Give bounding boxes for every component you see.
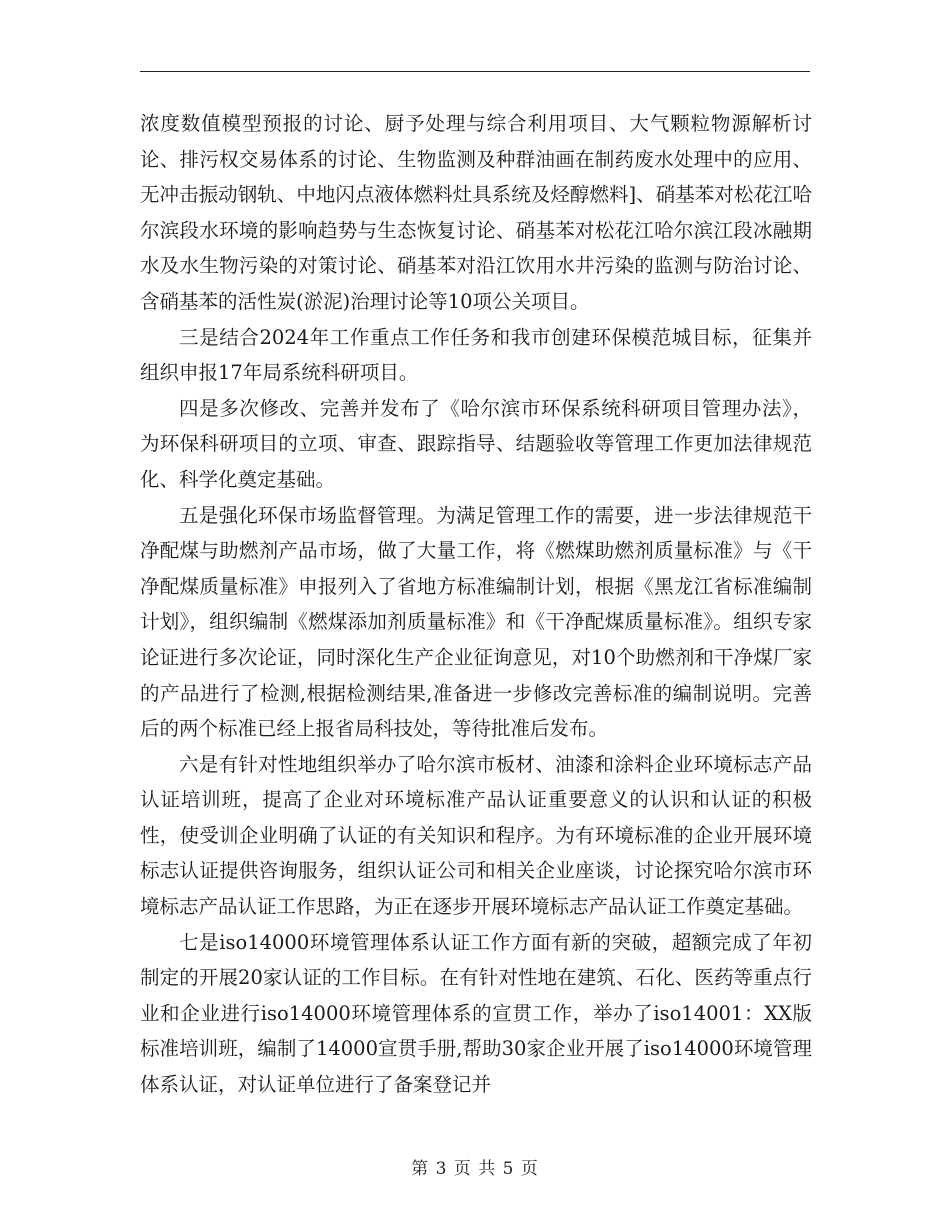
page-number-footer: 第 3 页 共 5 页 <box>411 1159 539 1179</box>
paragraph-item-five: 五是强化环保市场监督管理。为满足管理工作的需要，进一步法律规范干净配煤与助燃剂产品市场，做了大量工作，将《燃煤助燃剂质量标准》与《干净配煤质量标准》申报列入了省地方标准编制计划，根据《黑龙江省标准编制计划》，组织编制《燃煤添加剂质量标准》和《干净配煤质量标准》。组织专家论证进行多次论证，同时深化生产企业征询意见，对10个助燃剂和干净煤厂家的产品进行了检测,根据检测结果,准备进一步修改完善标准的编制说明。完善后的两个标准已经上报省局科技处，等待批准后发布。 <box>140 503 812 741</box>
header-rule <box>140 71 810 72</box>
paragraph-item-seven: 七是iso14000环境管理体系认证工作方面有新的突破，超额完成了年初制定的开展20家认证的工作目标。在有针对性地在建筑、石化、医药等重点行业和企业进行iso14000环境管理体系的宣贯工作，举办了iso14001：XX版标准培训班，编制了14000宣贯手册,帮助30家企业开展了iso14000环境管理体系认证，对认证单位进行了备案登记并 <box>140 930 812 1097</box>
paragraph-item-six: 六是有针对性地组织举办了哈尔滨市板材、油漆和涂料企业环境标志产品认证培训班，提高了企业对环境标准产品认证重要意义的认识和认证的积极性，使受训企业明确了认证的有关知识和程序。为有环境标准的企业开展环境标志认证提供咨询服务，组织认证公司和相关企业座谈，讨论探究哈尔滨市环境标志产品认证工作思路，为正在逐步开展环境标志产品认证工作奠定基础。 <box>140 752 812 919</box>
paragraph-item-three: 三是结合2024年工作重点工作任务和我市创建环保模范城目标，征集并组织申报17年局系统科研项目。 <box>140 325 812 385</box>
document-body <box>140 106 812 1103</box>
paragraph-item-four: 四是多次修改、完善并发布了《哈尔滨市环保系统科研项目管理办法》，为环保科研项目的立项、审查、跟踪指导、结题验收等管理工作更加法律规范化、科学化奠定基础。 <box>140 396 812 491</box>
paragraph-continuation: 浓度数值模型预报的讨论、厨予处理与综合利用项目、大气颗粒物源解析讨论、排污权交易体系的讨论、生物监测及种群油画在制药废水处理中的应用、无冲击振动钢轨、中地闪点液体燃料灶具系统及烃醇燃料]、硝基苯对松花江哈尔滨段水环境的影响趋势与生态恢复讨论、硝基苯对松花江哈尔滨江段冰融期水及水生物污染的对策讨论、硝基苯对沿江饮用水井污染的监测与防治讨论、含硝基苯的活性炭(淤泥)治理讨论等10项公关项目。 <box>140 112 812 313</box>
